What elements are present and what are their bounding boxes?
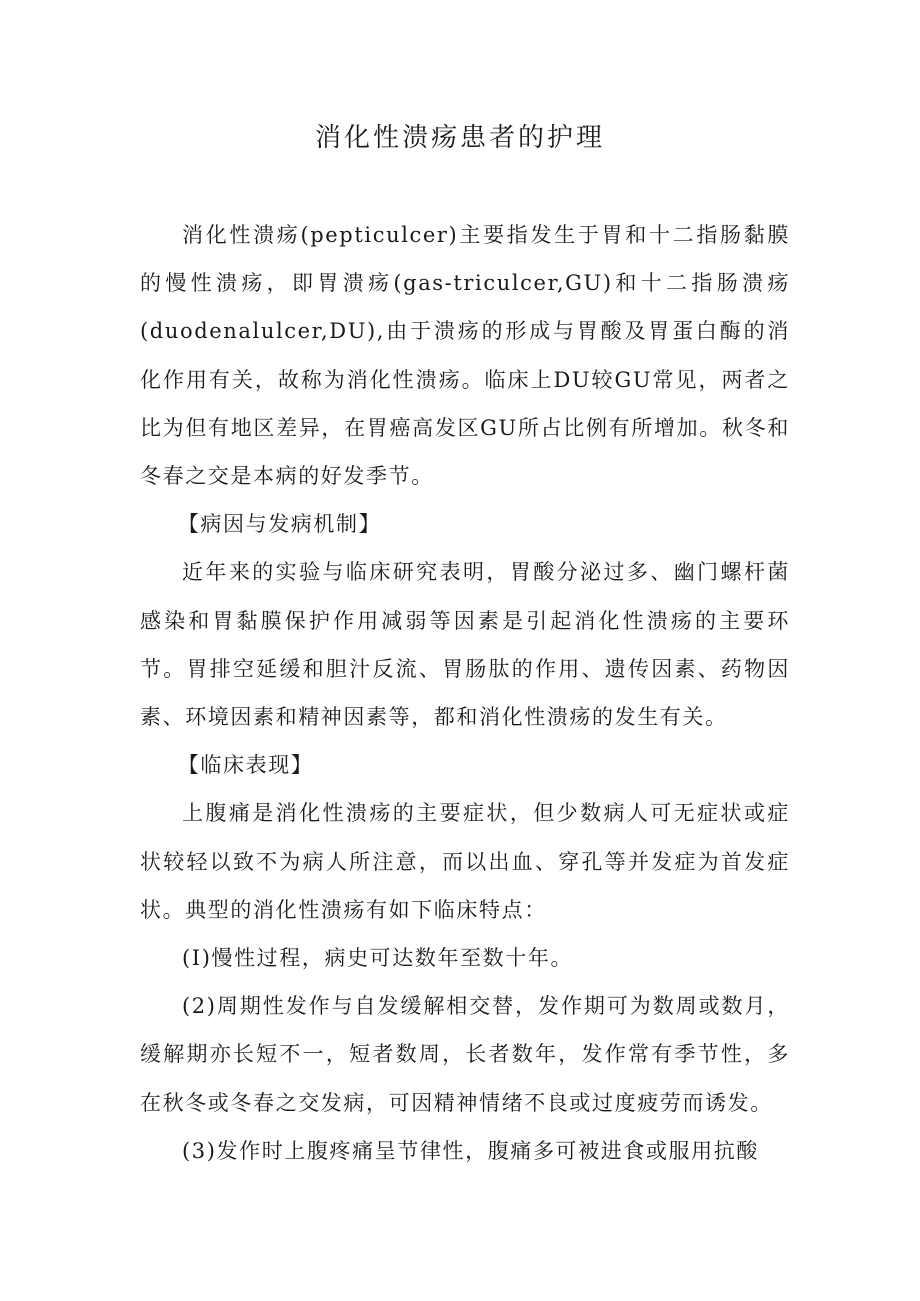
paragraph-intro: 消化性溃疡(pepticulcer)主要指发生于胃和十二指肠黏膜的慢性溃疡，即胃溃疡(gas-triculcer,GU)和十二指肠溃疡(duodenalulcer,DU),由于溃疡的形成与胃酸及胃蛋白酶的消化作用有关，故称为消化性溃疡。临床上DU较GU常见，两者之比为但有地区差异，在胃癌高发区GU所占比例有所增加。秋冬和冬春之交是本病的好发季节。 [140, 223, 790, 489]
document-title: 消化性溃疡患者的护理 [314, 123, 605, 153]
section-heading-clinical: 【临床表现】 [177, 753, 314, 778]
section-heading-etiology: 【病因与发病机制】 [177, 512, 382, 537]
paragraph-clinical-summary: 上腹痛是消化性溃疡的主要症状，但少数病人可无症状或症状较轻以致不为病人所注意，而以出血、穿孔等并发症为首发症状。典型的消化性溃疡有如下临床特点： [140, 801, 790, 922]
paragraph-feature-2: (2)周期性发作与自发缓解相交替，发作期可为数周或数月，缓解期亦长短不一，短者数周，长者数年，发作常有季节性，多在秋冬或冬春之交发病，可因精神情绪不良或过度疲劳而诱发。 [140, 994, 790, 1115]
document-body [140, 211, 790, 1175]
paragraph-etiology: 近年来的实验与临床研究表明，胃酸分泌过多、幽门螺杆菌感染和胃黏膜保护作用减弱等因素是引起消化性溃疡的主要环节。胃排空延缓和胆汁反流、胃肠肽的作用、遗传因素、药物因素、环境因素和精神因素等，都和消化性溃疡的发生有关。 [140, 560, 790, 730]
paragraph-feature-1: (I)慢性过程，病史可达数年至数十年。 [182, 946, 574, 971]
paragraph-feature-3: (3)发作时上腹疼痛呈节律性，腹痛多可被进食或服用抗酸 [182, 1138, 759, 1163]
